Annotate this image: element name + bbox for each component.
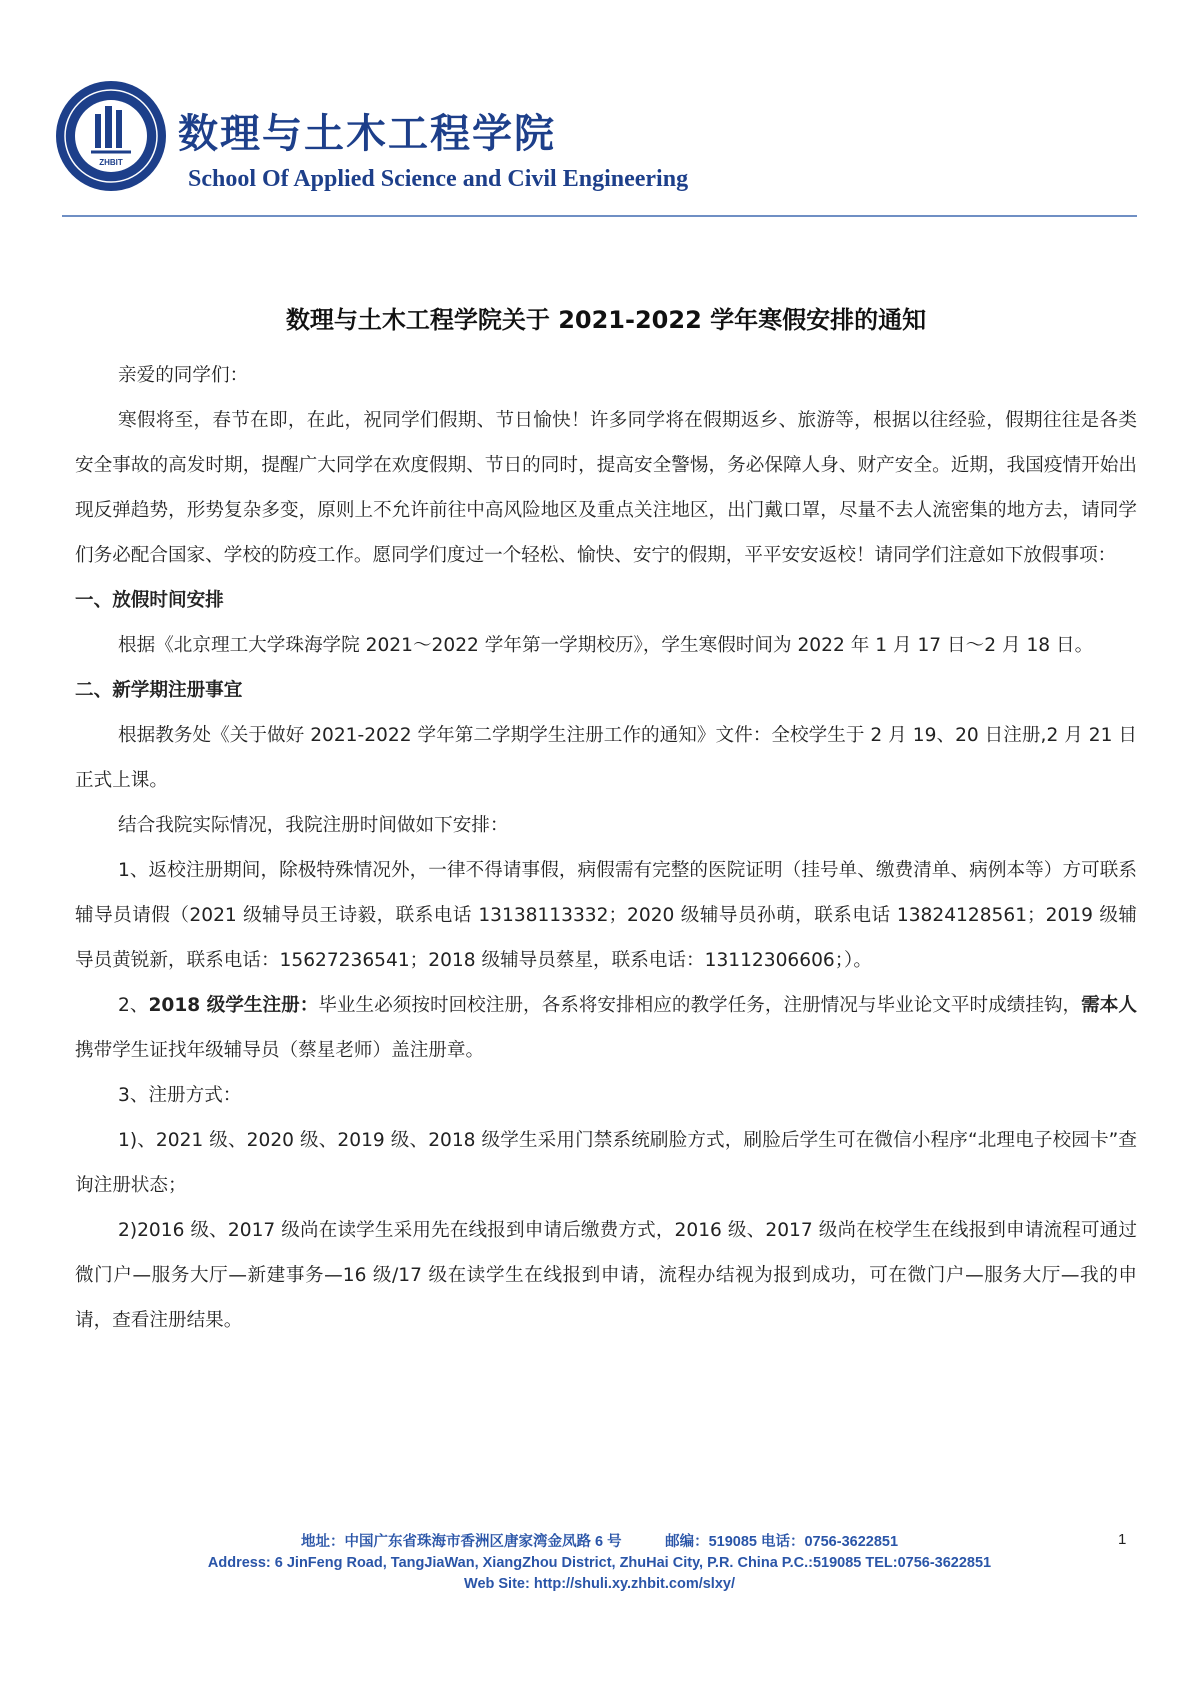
item-2-bold2: 需本人 xyxy=(1081,995,1137,1016)
item-2-tail: 携带学生证找年级辅导员（蔡星老师）盖注册章。 xyxy=(75,1040,485,1061)
section1-body: 根据《北京理工大学珠海学院 2021～2022 学年第一学期校历》，学生寒假时间为 2022 年 1 月 17 日～2 月 18 日。 xyxy=(118,635,1094,656)
intro-paragraph: 寒假将至，春节在即，在此，祝同学们假期、节日愉快！许多同学将在假期返乡、旅游等，根据以往经验，假期往往是各类安全事故的高发时期，提醒广大同学在欢度假期、节日的同时，提高安全警惕，务必保障人身、财产安全。近期，我国疫情开始出现反弹趋势，形势复杂多变，原则上不允许前往中高风险地区及重点关注地区，出门戴口罩，尽量不去人流密集的地方去，请同学们务必配合国家、学校的防疫工作。愿同学们度过一个轻松、愉快、安宁的假期，平平安安返校！请同学们注意如下放假事项： xyxy=(75,410,1137,566)
item-1: 1、返校注册期间，除极特殊情况外，一律不得请事假，病假需有完整的医院证明（挂号单、缴费清单、病例本等）方可联系辅导员请假（2021 级辅导员王诗毅，联系电话 13138113332；2020 级辅导员孙萌，联系电话 13824128561；2019 级辅导员黄锐新，联系电话：15627236541；2018 级辅导员蔡星，联系电话：13112306606；）。 xyxy=(75,860,1137,971)
seal-label: ZHBIT xyxy=(99,158,123,167)
item-3-1: 1)、2021 级、2020 级、2019 级、2018 级学生采用门禁系统刷脸方式，刷脸后学生可在微信小程序“北理电子校园卡”查询注册状态； xyxy=(75,1130,1137,1196)
item-3-2: 2)2016 级、2017 级尚在读学生采用先在线报到申请后缴费方式，2016 级、2017 级尚在校学生在线报到申请流程可通过微门户—服务大厅—新建事务—16 级/17 级在读学生在线报到申请，流程办结视为报到成功，可在微门户—服务大厅—我的申请，查看注册结果。 xyxy=(75,1220,1137,1331)
notice-title: 数理与土木工程学院关于 2021-2022 学年寒假安排的通知 xyxy=(285,306,927,334)
item-2-mid: 毕业生必须按时回校注册，各系将安排相应的教学任务，注册情况与毕业论文平时成绩挂钩， xyxy=(318,995,1082,1016)
item-2-prefix: 2、 xyxy=(118,995,149,1016)
footer xyxy=(0,1532,1199,1595)
notice-body xyxy=(75,300,1137,1343)
arrangement-line: 结合我院实际情况，我院注册时间做如下安排： xyxy=(118,815,509,836)
school-name-cn: 数理与土木工程学院 xyxy=(178,110,556,157)
school-name-en: School Of Applied Science and Civil Engineering xyxy=(188,166,689,192)
section1-heading: 一、放假时间安排 xyxy=(75,590,224,611)
footer-address-cn: 地址：中国广东省珠海市香洲区唐家湾金凤路 6 号 邮编：519085 电话：0756-3622851 xyxy=(300,1534,899,1550)
letterhead xyxy=(0,0,1199,230)
footer-website: Web Site: http://shuli.xy.zhbit.com/slxy/ xyxy=(464,1576,735,1592)
header-divider xyxy=(62,215,1137,217)
section2-body: 根据教务处《关于做好 2021-2022 学年第二学期学生注册工作的通知》文件：全校学生于 2 月 19、20 日注册,2 月 21 日正式上课。 xyxy=(75,725,1137,791)
greeting: 亲爱的同学们： xyxy=(118,365,249,386)
section2-heading: 二、新学期注册事宜 xyxy=(75,680,243,701)
item-2 xyxy=(75,983,1137,1073)
item-3: 3、注册方式： xyxy=(118,1085,242,1106)
item-2-bold: 2018 级学生注册： xyxy=(148,995,319,1016)
page-number: 1 xyxy=(1118,1531,1127,1548)
school-seal-logo xyxy=(55,80,167,192)
footer-address-en: Address: 6 JinFeng Road, TangJiaWan, XiangZhou District, ZhuHai City, P.R. China P.C.:519085 TEL:0756-3622851 xyxy=(207,1555,992,1571)
